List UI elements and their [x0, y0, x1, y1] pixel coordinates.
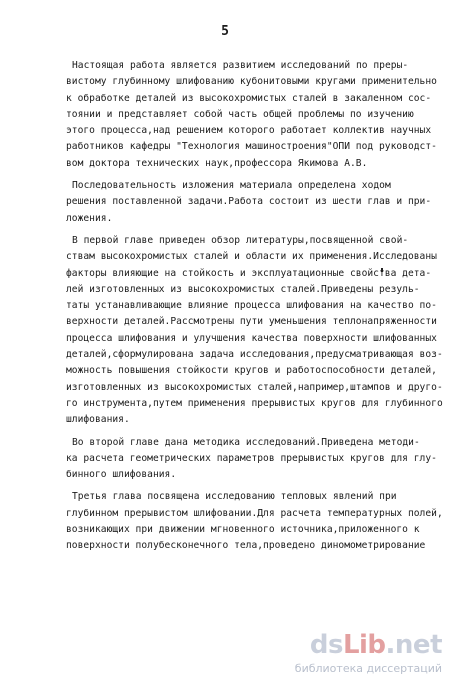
text-line: ка расчета геометрических параметров прерывистых кругов для глу- [66, 452, 437, 464]
text-line: решения поставленной задачи.Работа состоит из шести глав и при- [66, 196, 432, 208]
text-line: этого процесса,над решением которого работает коллектив научных [66, 125, 432, 137]
text-line: вистому глубинному шлифованию кубонитовыми кругами применительно [66, 76, 437, 88]
text-line: шлифования. [66, 414, 130, 426]
page-number: 5 [221, 24, 229, 39]
logo-ds: ds [309, 630, 343, 660]
text-line: поверхности полубесконечного тела,проведено диномометрирование [66, 540, 426, 552]
text-line: верхности деталей.Рассмотрены пути уменьшения теплонапряженности [66, 316, 437, 328]
text-line: бинного шлифования. [66, 469, 177, 481]
paragraph-2 [66, 178, 438, 227]
paragraph-3 [66, 233, 443, 429]
dslib-watermark [268, 628, 448, 678]
text-line: Во второй главе дана методика исследований.Приведена методи- [72, 436, 420, 448]
text-line: ложения. [66, 212, 113, 224]
text-line: Третья глава посвящена исследованию тепловых явлений при [72, 491, 397, 503]
text-line: работников кафедры "Технология машиностроения"ОПИ под руководст- [66, 141, 437, 153]
text-line: изготовленных из высокохромистых сталей,например,штампов и друго- [66, 381, 443, 393]
paragraph-1 [66, 58, 438, 172]
text-line: лей изготовленных из высокохромистых сталей.Приведены резуль- [66, 283, 420, 295]
text-line: факторы влияющие на стойкость и эксплуатационные свойства дета- [66, 267, 432, 279]
text-line: таты устанавливающие влияние процесса шлифования на качество по- [66, 300, 437, 312]
dslib-logo [310, 630, 442, 660]
text-line: глубинном прерывистом шлифовании.Для расчета температурных полей, [66, 507, 443, 519]
text-line: В первой главе приведен обзор литературы,посвященной свой- [72, 234, 409, 246]
text-line: тоянии и представляет собой часть общей проблемы по изучению [66, 108, 414, 120]
text-line: деталей,сформулирована задача исследования,предусматривающая воз- [66, 349, 443, 361]
document-body [66, 58, 443, 555]
text-line: процесса шлифования и улучшения качества поверхности шлифованных [66, 332, 437, 344]
text-line: к обработке деталей из высокохромистых сталей в закаленном сос- [66, 92, 432, 104]
text-line: го инструмента,путем применения прерывистых кругов для глубинного [66, 397, 443, 409]
logo-net: .net [385, 630, 442, 660]
text-line: можность повышения стойкости кругов и работоспособности деталей, [66, 365, 437, 377]
logo-lib: Lib [342, 630, 386, 660]
watermark-tagline: библиотека диссертаций [294, 662, 442, 675]
text-line: Настоящая работа является развитием исследований по преры- [72, 60, 409, 71]
text-line: ствам высокохромистых сталей и области их применения.Исследованы [66, 251, 437, 263]
text-line: вом доктора технических наук,профессора Якимова А.В. [66, 157, 368, 169]
paragraph-5 [66, 489, 443, 554]
text-line: Последовательность изложения материала определена ходом [72, 180, 391, 192]
paragraph-4 [66, 435, 438, 484]
text-line: возникающих при движении мгновенного источника,приложенного к [66, 524, 420, 536]
